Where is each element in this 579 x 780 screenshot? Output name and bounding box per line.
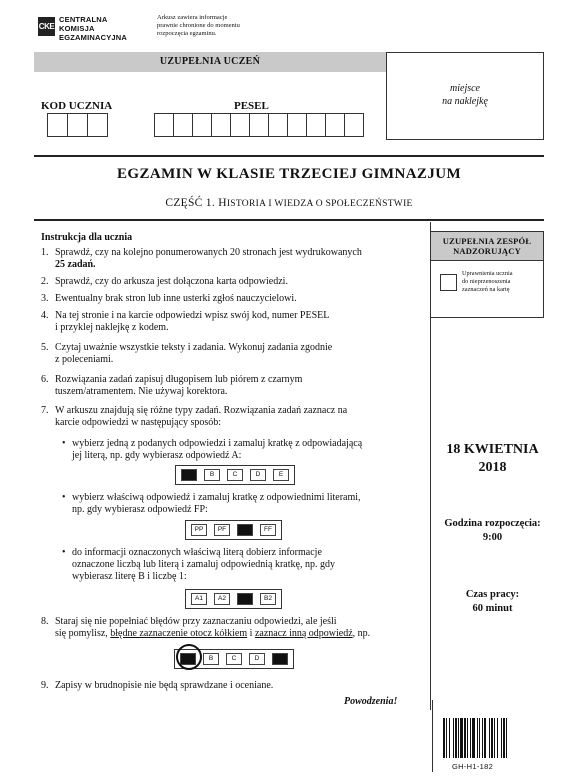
instruction-6 <box>41 374 421 398</box>
instruction-text: i przyklej naklejkę z kodem. <box>55 322 169 333</box>
divider <box>432 700 433 772</box>
instruction-number: 4. <box>41 310 49 321</box>
kod-digit-box[interactable] <box>47 113 68 137</box>
answer-box: B <box>203 653 219 665</box>
answer-box-filled: B1 <box>237 593 253 605</box>
kod-ucznia-field[interactable] <box>47 113 107 137</box>
sticker-line-2: na naklejkę <box>442 96 488 107</box>
answer-box: A1 <box>191 593 207 605</box>
instruction-text: Zapisy w brudnopisie nie będą sprawdzane i oceniane. <box>55 680 274 691</box>
answer-box: B <box>204 469 220 481</box>
duration-value: 60 minut <box>472 603 513 614</box>
start-time-label: Godzina rozpoczęcia: <box>444 518 541 529</box>
permission-checkbox[interactable] <box>440 274 457 291</box>
bullet-dot: • <box>62 438 66 449</box>
duration-label: Czas pracy: <box>465 589 520 600</box>
kod-ucznia-label: KOD UCZNIA <box>41 100 113 112</box>
divider <box>34 155 544 157</box>
example-answer-row-1 <box>175 465 295 485</box>
note-line-2: prawnie chronione do momentu <box>157 22 240 29</box>
bullet-1 <box>62 438 420 462</box>
instruction-text-underlined: zaznacz inną odpowiedź <box>254 628 353 639</box>
supervisor-fill-bar <box>430 231 544 261</box>
instruction-text: Sprawdź, czy do arkusza jest dołączona karta odpowiedzi. <box>55 276 288 287</box>
subtitle-part: CZĘŚĆ 1. <box>165 197 216 209</box>
duration <box>430 588 555 616</box>
instruction-text: Ewentualny brak stron lub inne usterki zgłoś nauczycielowi. <box>55 293 297 304</box>
instruction-text: i <box>249 628 253 639</box>
instruction-3 <box>41 293 421 305</box>
instruction-text: z poleceniami. <box>55 354 114 365</box>
instruction-text: Sprawdź, czy na kolejno ponumerowanych 20 stronach jest wydrukowanych <box>55 247 362 258</box>
bullet-text: wybierz jedną z podanych odpowiedzi i zamaluj kratkę z odpowiadającą <box>72 438 363 449</box>
exam-date-year: 2018 <box>478 460 507 475</box>
instruction-number: 5. <box>41 342 49 353</box>
answer-box-filled: A <box>180 653 196 665</box>
confidential-note <box>157 14 277 38</box>
instruction-text-underlined: błędne zaznaczenie otocz kółkiem <box>110 628 248 639</box>
logo-text <box>59 15 127 42</box>
exam-date <box>430 441 555 477</box>
bullet-text: np. gdy wybierasz odpowiedź FP: <box>72 504 208 515</box>
instruction-text: Czytaj uważnie wszystkie teksty i zadania. Wykonuj zadania zgodnie <box>55 342 333 353</box>
instruction-number: 3. <box>41 293 49 304</box>
instructions-heading: Instrukcja dla ucznia <box>41 232 133 243</box>
closing-text: Powodzenia! <box>344 696 398 707</box>
pesel-digit-box[interactable] <box>192 113 212 137</box>
kod-digit-box[interactable] <box>67 113 88 137</box>
permission-line-2: do nieprzenoszenia <box>462 278 511 285</box>
instruction-number: 7. <box>41 405 49 416</box>
instruction-text: 25 zadań. <box>55 259 96 270</box>
logo-line-3: EGZAMINACYJNA <box>59 33 128 42</box>
cke-logo-icon: CKE <box>38 17 55 36</box>
bullet-dot: • <box>62 547 66 558</box>
student-fill-bar: UZUPEŁNIA UCZEŃ <box>34 52 386 72</box>
exam-title: EGZAMIN W KLASIE TRZECIEJ GIMNAZJUM <box>116 166 462 182</box>
instruction-5 <box>41 342 421 366</box>
logo-line-2: KOMISJA <box>59 24 95 33</box>
logo-line-1: CENTRALNA <box>59 15 108 24</box>
supervisor-line-1: UZUPEŁNIA ZESPÓŁ <box>442 236 532 246</box>
instruction-text: tuszem/atramentem. Nie używaj korektora. <box>55 386 228 397</box>
start-time-value: 9:00 <box>482 532 503 543</box>
sticker-line-1: miejsce <box>450 83 480 94</box>
instruction-text: się pomylisz, <box>55 628 108 639</box>
subtitle-initial: H <box>218 197 227 209</box>
pesel-digit-box[interactable] <box>287 113 307 137</box>
pesel-digit-box[interactable] <box>230 113 250 137</box>
pesel-digit-box[interactable] <box>173 113 193 137</box>
instruction-text: W arkuszu znajdują się różne typy zadań. Rozwiązania zadań zaznacz na <box>55 405 348 416</box>
instruction-8 <box>41 616 421 640</box>
answer-box: D <box>249 653 265 665</box>
sheet-code: GH-H1-182 <box>452 762 494 771</box>
instruction-text: Na tej stronie i na karcie odpowiedzi wpisz swój kod, numer PESEL <box>55 310 330 321</box>
instruction-number: 2. <box>41 276 49 287</box>
bullet-dot: • <box>62 492 66 503</box>
supervisor-line-2: NADZORUJĄCY <box>453 246 521 256</box>
note-line-3: rozpoczęcia egzaminu. <box>157 30 217 37</box>
instruction-1 <box>41 247 421 271</box>
answer-box: B2 <box>260 593 276 605</box>
pesel-digit-box[interactable] <box>268 113 288 137</box>
kod-digit-box[interactable] <box>87 113 108 137</box>
pesel-digit-box[interactable] <box>306 113 326 137</box>
barcode-icon <box>443 718 543 758</box>
pesel-digit-box[interactable] <box>154 113 174 137</box>
sticker-area[interactable] <box>386 52 544 140</box>
pesel-field[interactable] <box>154 113 363 137</box>
answer-box: A2 <box>214 593 230 605</box>
instruction-9 <box>41 680 421 692</box>
bullet-text: wybierz właściwą odpowiedź i zamaluj kratkę z odpowiednimi literami, <box>72 492 361 503</box>
example-answer-row-3 <box>185 589 282 609</box>
note-line-1: Arkusz zawiera informacje <box>157 14 228 21</box>
answer-box: FF <box>260 524 276 536</box>
example-answer-row-2 <box>185 520 282 540</box>
answer-box: E <box>273 469 289 481</box>
instruction-text: karcie odpowiedzi w następujący sposób: <box>55 417 222 428</box>
bullet-3 <box>62 547 420 583</box>
barcode-stripe <box>506 718 507 758</box>
bullet-text: wybierasz literę B i liczbę 1: <box>72 571 187 582</box>
instruction-number: 6. <box>41 374 49 385</box>
pesel-digit-box[interactable] <box>249 113 269 137</box>
bullet-text: jej literą, np. gdy wybierasz odpowiedź A: <box>72 450 242 461</box>
instruction-4 <box>41 310 421 334</box>
pesel-digit-box[interactable] <box>211 113 231 137</box>
bullet-text: oznaczone liczbą lub literą i zamaluj odpowiednią kratkę, np. gdy <box>72 559 335 570</box>
answer-box-filled: A <box>181 469 197 481</box>
answer-box: PP <box>191 524 207 536</box>
answer-box-filled: E <box>272 653 288 665</box>
instruction-text: Rozwiązania zadań zapisuj długopisem lub piórem z czarnym <box>55 374 303 385</box>
start-time <box>430 517 555 545</box>
instruction-2 <box>41 276 421 288</box>
correction-circle-icon <box>176 644 202 670</box>
answer-box: C <box>226 653 242 665</box>
bullet-2 <box>62 492 420 516</box>
pesel-digit-box[interactable] <box>344 113 364 137</box>
permission-line-1: Uprawnienia ucznia <box>462 270 513 277</box>
permission-label <box>462 270 544 294</box>
instruction-text: Staraj się nie popełniać błędów przy zaznaczaniu odpowiedzi, ale jeśli <box>55 616 337 627</box>
instruction-7 <box>41 405 421 429</box>
permission-line-3: zaznaczeń na kartę <box>462 286 510 293</box>
answer-box: D <box>250 469 266 481</box>
bullet-text: do informacji oznaczonych właściwą literą dobierz informacje <box>72 547 322 558</box>
instruction-number: 1. <box>41 247 49 258</box>
instruction-number: 9. <box>41 680 49 691</box>
pesel-label: PESEL <box>234 100 269 112</box>
instruction-number: 8. <box>41 616 49 627</box>
exam-subtitle <box>34 197 544 209</box>
exam-date-day: 18 KWIETNIA <box>446 442 539 457</box>
pesel-digit-box[interactable] <box>325 113 345 137</box>
divider <box>34 219 544 221</box>
answer-box-filled: FP <box>237 524 253 536</box>
answer-box: PF <box>214 524 230 536</box>
instruction-text: , np. <box>352 628 371 639</box>
subtitle-rest: ISTORIA I WIEDZA O SPOŁECZEŃSTWIE <box>226 199 413 209</box>
answer-box: C <box>227 469 243 481</box>
